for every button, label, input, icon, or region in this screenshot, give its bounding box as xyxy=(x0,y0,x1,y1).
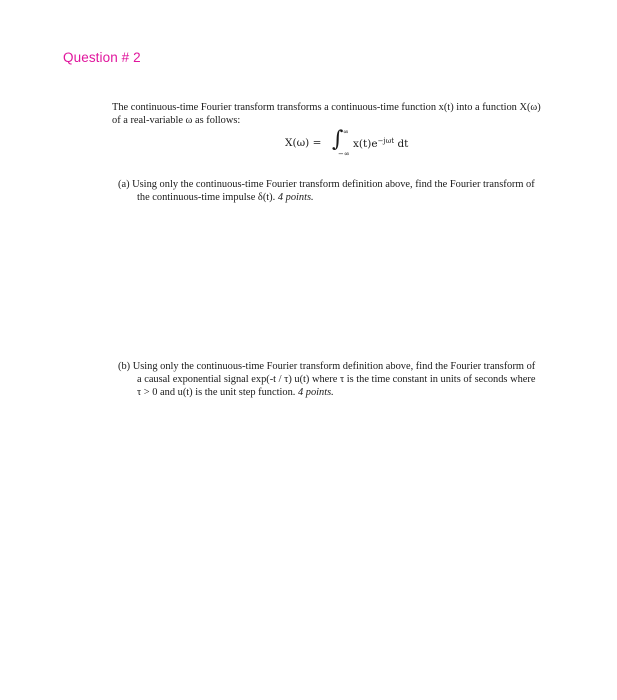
part-b-points: 4 points. xyxy=(297,387,334,398)
equation-differential: dt xyxy=(394,138,409,150)
integrand-text: x(t)e xyxy=(353,138,378,150)
equation-integrand xyxy=(353,137,408,150)
integral-sign-icon: ∫ xyxy=(332,127,344,152)
part-b-line-3 xyxy=(118,386,578,399)
intro-line-2: of a real-variable ω as follows: xyxy=(112,115,241,126)
question-part-a xyxy=(118,178,578,204)
integrand-exponent: −jωt xyxy=(377,137,395,145)
question-title: Question # 2 xyxy=(63,50,141,65)
part-b-text: τ > 0 and u(t) is the unit step function. xyxy=(137,387,298,398)
integral-upper-limit: ∞ xyxy=(343,128,349,136)
intro-paragraph xyxy=(112,101,592,127)
part-a-line-1: (a) Using only the continuous-time Fourier transform definition above, find the Fourier transform of xyxy=(118,179,535,190)
question-part-b xyxy=(118,360,578,399)
part-b-line-1: (b) Using only the continuous-time Fourier transform definition above, find the Fourier transform of xyxy=(118,361,536,372)
intro-line-1: The continuous-time Fourier transform transforms a continuous-time function x(t) into a function X(ω) xyxy=(112,102,541,113)
part-a-line-2 xyxy=(118,191,578,204)
part-a-points: 4 points. xyxy=(277,192,314,203)
integral-lower-limit: −∞ xyxy=(338,150,350,158)
part-a-text: the continuous-time impulse δ(t). xyxy=(137,192,278,203)
equation-lhs: X(ω) = xyxy=(285,137,322,149)
part-b-line-2: a causal exponential signal exp(-t / τ) u(t) where τ is the time constant in units of seconds where xyxy=(137,374,536,385)
